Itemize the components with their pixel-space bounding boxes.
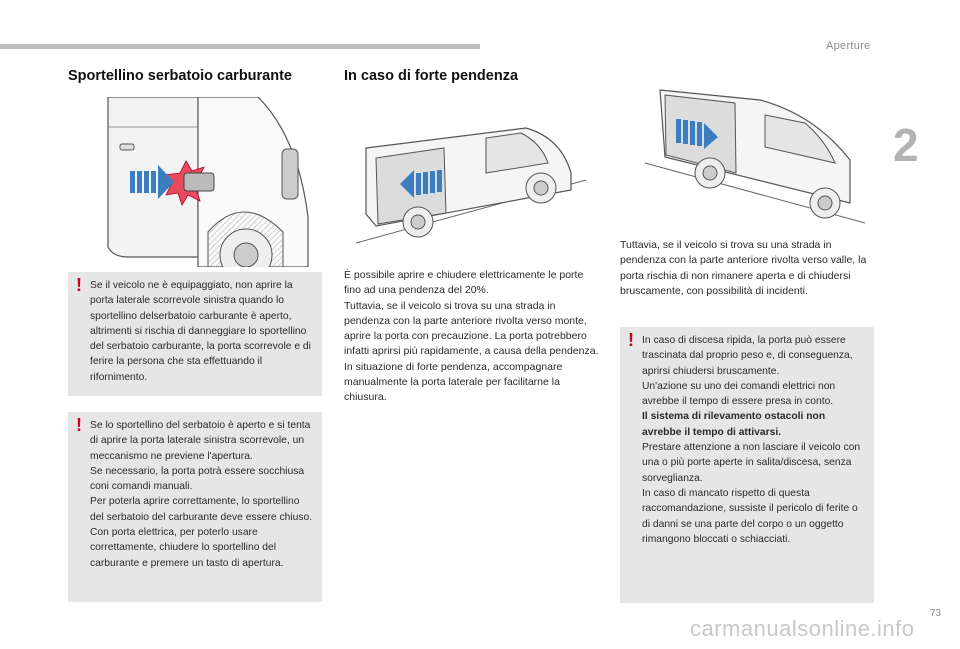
warning-box-fuel-flap-1: [68, 272, 322, 396]
warning-line: Se lo sportellino del serbatoio è aperto e si tenta di aprire la porta laterale sinistra scorrevole, un meccanismo ne previene l'apertura.: [90, 420, 311, 462]
fuel-flap-title: Sportellino serbatoio carburante: [68, 68, 292, 84]
downhill-van-illustration: [640, 85, 870, 225]
page-number: 73: [930, 608, 942, 619]
warning-line-bold: [642, 409, 866, 440]
warning-line: Prestare attenzione a non lasciare il veicolo con una o più porte aperte in salita/discesa, senza sorveglianza.: [642, 442, 861, 484]
downhill-body-text: [620, 238, 874, 299]
fuel-flap-illustration: [68, 97, 322, 267]
slope-body-text: [344, 268, 600, 406]
paragraph: È possibile aprire e chiudere elettricamente le porte fino ad una pendenza del 20%.: [344, 269, 584, 297]
warning-icon: !: [76, 415, 82, 435]
warning-line: Se necessario, la porta potrà essere socchiusa coni comandi manuali.: [90, 465, 305, 493]
chapter-number: 2: [893, 119, 919, 171]
warning-line: In caso di mancato rispetto di questa raccomandazione, sussiste il pericolo di ferite o di danni se una parte del corpo o un oggetto rimangono bloccati o schiacciati.: [642, 487, 858, 545]
paragraph: In situazione di forte pendenza, accompagnare manualmente la porta laterale per facilitarne la chiusura.: [344, 360, 563, 404]
slope-title: In caso di forte pendenza: [344, 68, 519, 84]
warning-line: In caso di discesa ripida, la porta può essere trascinata dal proprio peso e, di conseguenza, aprirsi chiudersi bruscamente.: [642, 335, 853, 377]
warning-text: Se il veicolo ne è equipaggiato, non aprire la porta laterale scorrevole sinistra quando lo sportellino delserbatoio carburante è aperto, altrimenti si rischia di danneggiare lo sportellino del serbatoio carburante, la porta scorrevole e di ferire la persona che sta effettuando il rifornimento.: [90, 280, 311, 383]
warning-icon: !: [628, 330, 634, 350]
warning-line: Per poterla aprire correttamente, lo sportellino del serbatoio del carburante deve essere chiuso.: [90, 496, 313, 523]
header-bar: [0, 44, 480, 49]
watermark: carmanualsonline.info: [690, 616, 915, 641]
warning-box-fuel-flap-2: [68, 412, 322, 602]
uphill-van-illustration: [356, 118, 596, 248]
warning-icon: !: [76, 275, 82, 295]
section-label: Aperture: [826, 40, 871, 52]
paragraph: Tuttavia, se il veicolo si trova su una strada in pendenza con la parte anteriore rivolta verso monte, aprire la porta con precauzione. La porta potrebbero infatti aprirsi più rapidamente, a causa della pendenza.: [344, 299, 599, 358]
warning-line: Con porta elettrica, per poterlo usare correttamente, chiudere lo sportellino del carburante e premere un tasto di apertura.: [90, 527, 284, 569]
paragraph: Tuttavia, se il veicolo si trova su una strada in pendenza con la parte anteriore rivolta verso valle, la porta rischia di non rimanere aperta e di chiudersi bruscamente, con possibilità di incidenti.: [620, 239, 867, 297]
bold-text: Il sistema di rilevamento ostacoli non avrebbe il tempo di attivarsi.: [642, 411, 826, 438]
warning-line: Un'azione su uno dei comandi elettrici non avrebbe il tempo di essere presa in conto.: [642, 380, 836, 408]
warning-box-downhill: [620, 327, 874, 603]
